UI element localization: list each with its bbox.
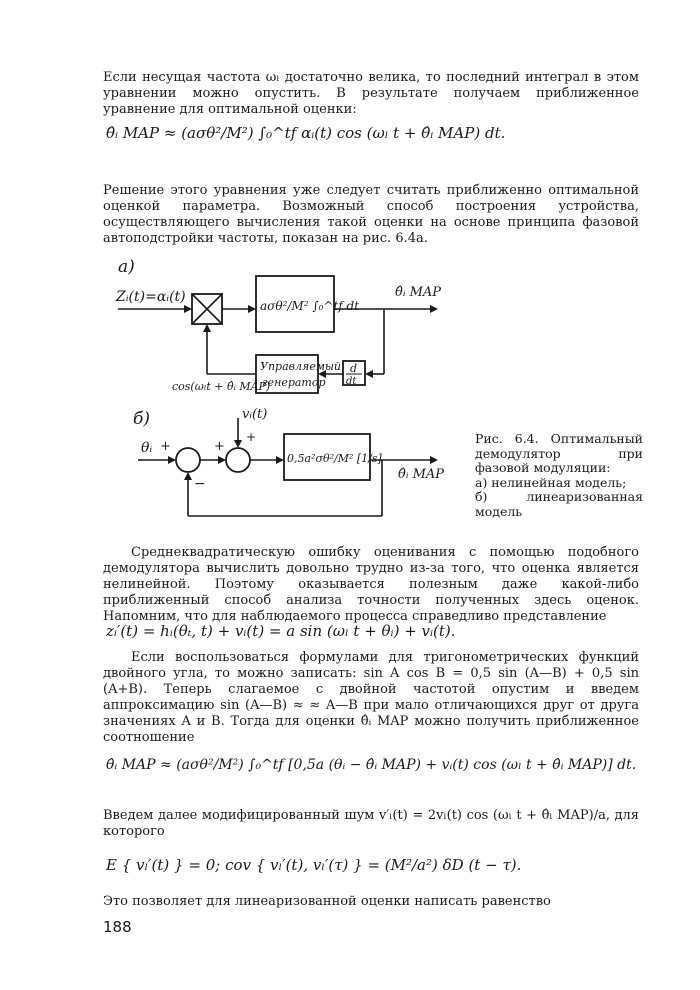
arrow-output-a [430,305,438,313]
arrow-to-integrator [248,305,256,313]
caption-item-a: а) нелинейная модель; [475,474,627,490]
arrow-to-summer-1 [168,456,176,464]
plus-sign-2: + [214,439,225,454]
paragraph-modified-noise: Введем далее модифицированный шум v′ₗ(t) = 2vₗ(t) cos (ωₗ t + θ̂ₗ MAP)/a, для которого [103,808,639,839]
equation-noise-stats: E { vₗ′(t) } = 0; cov { vₗ′(t), vₗ′(τ) } = (M²/a²) δD (t − τ). [106,856,522,874]
caption-title: Рис. 6.4. Оптимальный демодулятор при фазовой модуляции: [475,431,643,475]
feedback-label-a: cos(ωₗt + θ̂ᵢ MAP) [172,380,271,393]
paragraph-trig-approx: Если воспользоваться формулами для тригонометрических функций двойного угла, то можно записать: sin A cos B = 0,5 sin (A—B) + 0,5 sin (A+B). Теперь слагаемое с двойной частотой опустим и введем аппроксимацию sin (A—B) ≈ ≈ A—B при мало отличающихся друг от друга значениях A и B. Тогда для оценки θ̂ᵢ MAP можно получить приближенное соотношение [103,650,639,745]
arrow-to-summer-2 [218,456,226,464]
arrow-noise-b [234,440,242,448]
equation-linearized-estimate: θ̂ᵢ MAP ≈ (aσθ²/M²) ∫₀^tf [0,5a (θᵢ − θ̂ᵢ MAP) + vᵢ(t) cos (ωₗ t + θ̂ᵢ MAP)] dt. [106,757,637,773]
diff-denominator: dt [346,376,357,387]
page-number: 188 [103,918,132,936]
arrow-feedback-b [184,472,192,480]
paragraph-conclusion: Это позволяет для линеаризованной оценки написать равенство [103,894,551,909]
figure-label-b: б) [133,409,151,429]
summing-junction-1 [176,448,200,472]
caption-item-b: б) линеаризованная модель [475,489,643,519]
equation-map-estimate: θ̂ᵢ MAP ≈ (aσθ²/M²) ∫₀^tf αᵢ(t) cos (ωₗ t + θ̂ᵢ MAP) dt. [106,124,506,142]
input-label-a: Zᵢ(t)=αᵢ(t) [116,289,186,305]
minus-sign: − [194,476,206,492]
noise-label-b: vᵢ(t) [242,407,268,422]
output-label-a: θ̂ᵢ MAP [395,285,442,300]
summing-junction-2 [226,448,250,472]
plus-sign-3: + [246,430,257,444]
output-label-b: θ̂ᵢ MAP [398,467,445,482]
paragraph-intro: Если несущая частота ωₗ достаточно велика, то последний интеграл в этом уравнении можно опустить. В результате получаем приближенное уравнение для оптимальной оценки: [103,70,639,117]
arrow-to-multiplier [184,305,192,313]
diff-numerator: d [350,362,358,375]
arrow-to-block-b [276,456,284,464]
figure-caption [475,432,643,519]
plus-sign-1: + [160,439,171,454]
figure-label-a: а) [118,257,135,277]
vco-label-1: Управляемый [260,360,341,373]
equation-observed-process: zᵢ′(t) = hᵢ(θₜ, t) + vᵢ(t) = a sin (ωₗ t + θᵢ) + vᵢ(t). [106,622,456,640]
input-label-b: θᵢ [141,440,153,456]
vco-label-2: генератор [262,376,326,389]
paragraph-mse: Среднеквадратическую ошибку оценивания с помощью подобного демодулятора вычислить довольно трудно из-за того, что оценка является нелинейной. Поэтому оказывается полезным даже какой-либо приближенный способ анализа точности полученных здесь оценок. Напомним, что для наблюдаемого процесса справедливо представление [103,545,639,624]
paragraph-solution: Решение этого уравнения уже следует считать приближенно оптимальной оценкой параметра. Возможный способ построения устройства, осуществляющего вычисления такой оценки на основе принципа фазовой автоподстройки частоты, показан на рис. 6.4a. [103,183,639,246]
gain-integrator-label: 0,5a²σθ²/M² [1/s] [287,452,382,465]
arrow-up-to-multiplier [203,324,211,332]
integrator-label: aσθ²/M² ∫₀^tf dt [260,299,360,313]
arrow-output-b [430,456,438,464]
arrow-to-differentiator [365,370,373,378]
